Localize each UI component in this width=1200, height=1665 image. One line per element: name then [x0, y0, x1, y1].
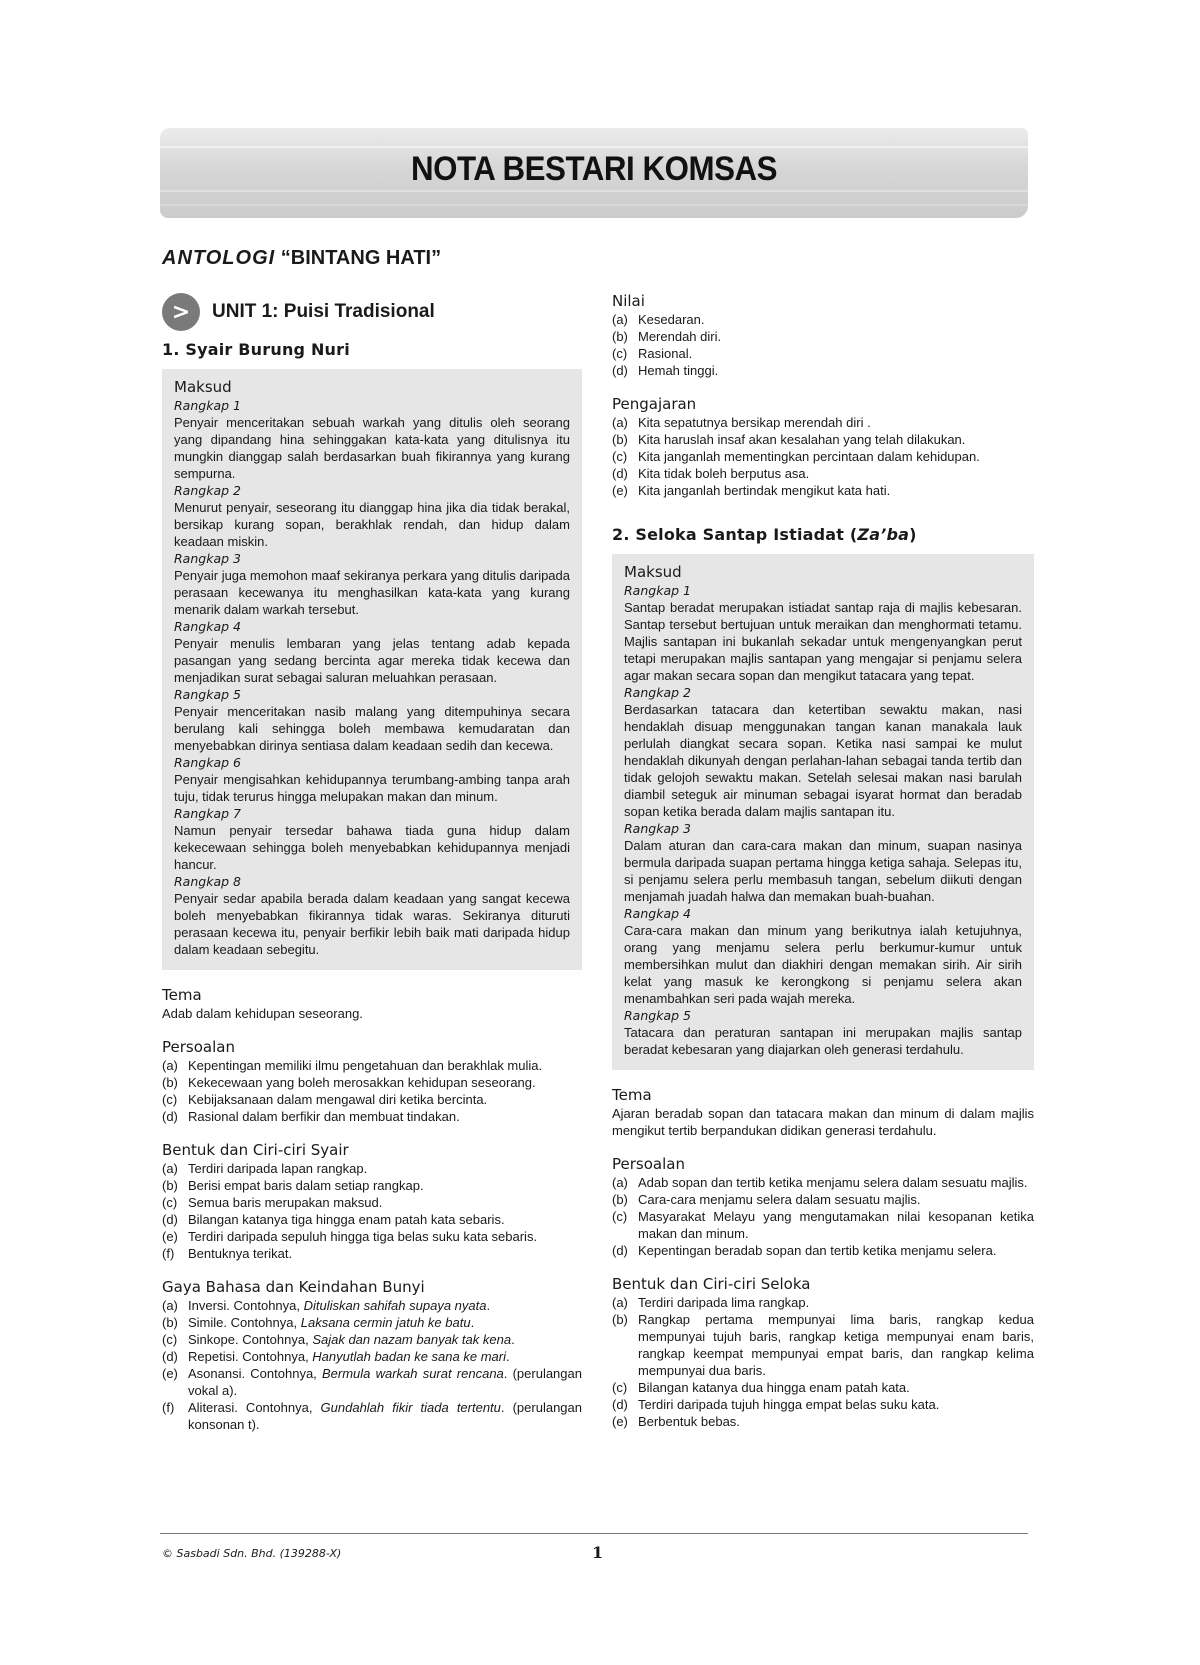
rangkap-7 [174, 805, 570, 873]
nilai-list [612, 311, 1034, 379]
title-banner [160, 128, 1028, 218]
list-item [162, 1160, 582, 1177]
item-marker: (a) [162, 1058, 178, 1073]
list-item [162, 1057, 582, 1074]
rangkap-2 [624, 684, 1022, 820]
item-marker: (c) [612, 1380, 628, 1395]
item-text [188, 1331, 582, 1348]
list-item [162, 1211, 582, 1228]
list-item [612, 465, 1034, 482]
rangkap-text: Santap beradat merupakan istiadat santap raja di majlis kebesaran. Santap tersebut bertujuan untuk meraikan dan menghormati tetamu. Majlis santapan ini bukanlah sekadar untuk mengenyangkan perut tetapi merupakan majlis santapan yang mengajar si penjamu selera agar makan secara sopan dan mengikut tatacara yang tepat. [624, 600, 1022, 683]
item-marker: (d) [612, 1397, 628, 1412]
item-marker: (b) [612, 1312, 628, 1327]
item-marker: (f) [162, 1246, 175, 1261]
item-marker: (b) [162, 1178, 178, 1193]
item-label: Simile. Contohnya, [188, 1315, 301, 1330]
pengajaran-list [612, 414, 1034, 499]
item-marker: (b) [612, 329, 628, 344]
rangkap-label: Rangkap 4 [624, 906, 691, 921]
item-text: Berbentuk bebas. [638, 1414, 740, 1429]
rangkap-label: Rangkap 3 [624, 821, 691, 836]
poem1-title: 1. Syair Burung Nuri [162, 340, 350, 359]
list-item [162, 1348, 582, 1365]
item-text: Terdiri daripada lima rangkap. [638, 1295, 810, 1310]
item-example: Hanyutlah badan ke sana ke mari [312, 1349, 506, 1364]
rangkap-label: Rangkap 6 [174, 755, 241, 770]
arrow-icon: > [162, 293, 200, 331]
item-text: Kekecewaan yang boleh merosakkan kehidupan seseorang. [188, 1075, 536, 1090]
list-item [612, 345, 1034, 362]
item-text: Hemah tinggi. [638, 363, 719, 378]
item-suffix: . [505, 1349, 510, 1364]
item-text: Semua baris merupakan maksud. [188, 1195, 383, 1210]
left-column [162, 292, 582, 1433]
list-item [162, 1399, 582, 1433]
poem2-title [612, 525, 1034, 544]
list-item [612, 362, 1034, 379]
list-item [162, 1194, 582, 1211]
bentuk-list [612, 1294, 1034, 1430]
item-text [188, 1297, 582, 1314]
rangkap-text: Cara-cara makan dan minum yang berikutnya ialah ketujuhnya, orang yang menjamu selera perlu berkumur-kumur untuk membersihkan mulut dan diakhiri dengan memakan sirih. Air sirih kelat yang masuk ke kerongkong si penjamu selera akan menambahkan seri pada wajah mereka. [624, 923, 1022, 1006]
poem2-title-author: Za’ba [857, 525, 910, 544]
tema-text: Adab dalam kehidupan seseorang. [162, 1006, 363, 1021]
copyright: © Sasbadi Sdn. Bhd. (139288-X) [162, 1547, 342, 1560]
rangkap-text: Namun penyair tersedar bahawa tiada guna hidup dalam kekecewaan sehingga boleh menyebabkan kehidupannya menjadi hancur. [174, 823, 570, 872]
tema-heading: Tema [612, 1086, 652, 1104]
rangkap-1 [174, 397, 570, 482]
list-item [612, 1242, 1034, 1259]
item-marker: (d) [612, 1243, 628, 1258]
list-item [612, 311, 1034, 328]
item-suffix: . [470, 1315, 475, 1330]
persoalan-heading: Persoalan [612, 1155, 685, 1173]
item-marker: (d) [162, 1109, 178, 1124]
bentuk-heading: Bentuk dan Ciri-ciri Seloka [612, 1275, 811, 1293]
rangkap-text: Dalam aturan dan cara-cara makan dan minum, suapan nasinya bermula daripada suapan pertama hingga ketiga sahaja. Selepas itu, si penjamu selera perlu membasuh tangan, sebelum diikuti dengan menjamah juadah halwa dan memakan buah-buahan. [624, 838, 1022, 904]
item-marker: (e) [612, 1414, 628, 1429]
list-item [612, 431, 1034, 448]
item-text: Cara-cara menjamu selera dalam sesuatu majlis. [638, 1192, 921, 1207]
item-text: Rasional dalam berfikir dan membuat tindakan. [188, 1109, 460, 1124]
rangkap-text: Berdasarkan tatacara dan ketertiban sewaktu makan, nasi hendaklah disuap menggunakan tangan kanan manakala lauk perlulah diangkat secara sopan. Ketika nasi sampai ke mulut hendaklah dikunyah dengan perlahan-lahan sebagai tanda tertib dan tidak gelojoh sewaktu makan. Setelah selesai makan nasi barulah diambil seteguk air minuman sebagai isyarat hormat dan beradab sopan ketika berada dalam majlis santapan itu. [624, 702, 1022, 819]
rangkap-label: Rangkap 5 [174, 687, 241, 702]
item-text: Bentuknya terikat. [188, 1246, 293, 1261]
item-marker: (b) [612, 432, 628, 447]
item-label: Sinkope. Contohnya, [188, 1332, 313, 1347]
list-item [612, 448, 1034, 465]
item-marker: (d) [612, 363, 628, 378]
rangkap-8 [174, 873, 570, 958]
item-marker: (f) [162, 1400, 175, 1415]
item-text: Kesedaran. [638, 312, 705, 327]
item-marker: (a) [612, 312, 628, 327]
footer-rule [160, 1533, 1028, 1534]
list-item [162, 1108, 582, 1125]
bentuk-list [162, 1160, 582, 1262]
item-example: Bermula warkah surat rencana [321, 1366, 504, 1381]
item-text: Kita sepatutnya bersikap merendah diri . [638, 415, 871, 430]
list-item [162, 1314, 582, 1331]
rangkap-label: Rangkap 8 [174, 874, 241, 889]
maksud-label: Maksud [624, 563, 682, 581]
item-text: Rangkap pertama mempunyai lima baris, rangkap kedua mempunyai tujuh baris, rangkap ketiga mempunyai enam baris, rangkap keempat mempunyai empat baris, dan rangkap kelima mempunyai dua baris. [638, 1312, 1034, 1378]
list-item [162, 1245, 582, 1262]
item-marker: (e) [162, 1366, 178, 1381]
item-marker: (c) [612, 1209, 628, 1224]
list-item [612, 1396, 1034, 1413]
item-text: Rasional. [638, 346, 693, 361]
list-item [162, 1365, 582, 1399]
item-example: Laksana cermin jatuh ke batu [300, 1315, 471, 1330]
rangkap-4 [624, 905, 1022, 1007]
rangkap-2 [174, 482, 570, 550]
item-example: Dituliskan sahifah supaya nyata [303, 1298, 487, 1313]
item-suffix: . (perulangan konsonan t). [188, 1400, 582, 1432]
rangkap-label: Rangkap 7 [174, 806, 241, 821]
item-marker: (c) [162, 1092, 178, 1107]
item-text: Terdiri daripada sepuluh hingga tiga belas suku kata sebaris. [188, 1229, 538, 1244]
item-text: Kita janganlah bertindak mengikut kata hati. [638, 483, 891, 498]
list-item [612, 1208, 1034, 1242]
item-suffix: . [511, 1332, 515, 1347]
list-item [612, 1174, 1034, 1191]
item-marker: (a) [162, 1298, 178, 1313]
item-marker: (a) [612, 1175, 628, 1190]
rangkap-3 [174, 550, 570, 618]
item-marker: (d) [612, 466, 628, 481]
page-number: 1 [592, 1543, 604, 1562]
item-text: Bilangan katanya tiga hingga enam patah kata sebaris. [188, 1212, 505, 1227]
list-item [162, 1074, 582, 1091]
item-example: Gundahlah fikir tiada tertentu [320, 1400, 501, 1415]
item-marker: (c) [612, 346, 628, 361]
list-item [162, 1331, 582, 1348]
list-item [162, 1297, 582, 1314]
rangkap-3 [624, 820, 1022, 905]
poem1-maksud-box [162, 369, 582, 970]
rangkap-text: Tatacara dan peraturan santapan ini merupakan majlis santap beradat kebesaran yang diajarkan oleh generasi terdahulu. [624, 1025, 1022, 1057]
item-marker: (b) [612, 1192, 628, 1207]
persoalan-heading: Persoalan [162, 1038, 235, 1056]
rangkap-text: Menurut penyair, seseorang itu dianggap hina jika dia tidak berakal, bersikap kurang sopan, berakhlak rendah, dan hidup dalam keadaan miskin. [174, 500, 570, 549]
item-marker: (c) [162, 1195, 178, 1210]
item-marker: (a) [612, 1295, 628, 1310]
rangkap-label: Rangkap 1 [174, 398, 241, 413]
item-text [188, 1365, 582, 1399]
item-text: Kita tidak boleh berputus asa. [638, 466, 810, 481]
item-text: Kepentingan beradab sopan dan tertib ketika menjamu selera. [638, 1243, 997, 1258]
list-item [612, 328, 1034, 345]
pengajaran-heading: Pengajaran [612, 395, 697, 413]
list-item [612, 1379, 1034, 1396]
item-label: Repetisi. Contohnya, [188, 1349, 313, 1364]
item-text [188, 1348, 582, 1365]
item-text: Adab sopan dan tertib ketika menjamu selera dalam sesuatu majlis. [638, 1175, 1028, 1190]
rangkap-text: Penyair menceritakan sebuah warkah yang ditulis oleh seorang yang dipandang hina sehinggakan kata-kata yang ditulisnya itu mungkin dianggap salah berdasarkan buah fikirannya yang kurang sempurna. [174, 415, 570, 481]
item-marker: (d) [162, 1349, 178, 1364]
list-item [612, 1191, 1034, 1208]
unit-title: UNIT 1: Puisi Tradisional [212, 301, 435, 322]
tema-text: Ajaran beradab sopan dan tatacara makan dan minum di dalam majlis mengikut tertib berpandukan didikan generasi terdahulu. [612, 1106, 1034, 1138]
list-item [162, 1228, 582, 1245]
anthology-tag: ANTOLOGI [162, 247, 276, 269]
item-text: Merendah diri. [638, 329, 722, 344]
rangkap-label: Rangkap 3 [174, 551, 241, 566]
rangkap-label: Rangkap 2 [174, 483, 241, 498]
item-suffix: . (perulangan vokal a). [188, 1366, 582, 1398]
nilai-heading: Nilai [612, 292, 645, 310]
list-item [612, 1413, 1034, 1430]
item-text: Masyarakat Melayu yang mengutamakan nilai kesopanan ketika makan dan minum. [638, 1209, 1034, 1241]
rangkap-label: Rangkap 1 [624, 583, 691, 598]
maksud-label: Maksud [174, 378, 232, 396]
item-marker: (d) [162, 1212, 178, 1227]
list-item [612, 414, 1034, 431]
bentuk-heading: Bentuk dan Ciri-ciri Syair [162, 1141, 349, 1159]
rangkap-1 [624, 582, 1022, 684]
item-marker: (a) [162, 1161, 178, 1176]
rangkap-text: Penyair menulis lembaran yang jelas tentang adab kepada pasangan yang sedang bercinta agar mereka tidak kecewa dan menjadikan surat sebagai saluran meluahkan perasaan. [174, 636, 570, 685]
list-item [162, 1177, 582, 1194]
item-marker: (b) [162, 1315, 178, 1330]
persoalan-list [162, 1057, 582, 1125]
rangkap-text: Penyair sedar apabila berada dalam keadaan yang sangat kecewa boleh menyebabkan fikirannya tidak waras. Sekiranya dituruti perasaan kecewa itu, penyair berfikir lebih baik mati daripada hidup dalam keadaan sebegitu. [174, 891, 570, 957]
rangkap-6 [174, 754, 570, 805]
unit-heading [162, 292, 582, 332]
rangkap-text: Penyair menceritakan nasib malang yang ditempuhinya secara berulang kali sehingga boleh membawa kemudaratan dan menyebabkan dirinya sentiasa dalam keadaan sedih dan kecewa. [174, 704, 570, 753]
item-marker: (c) [162, 1332, 178, 1347]
rangkap-text: Penyair mengisahkan kehidupannya terumbang-ambing tanpa arah tuju, tidak terurus hingga melupakan makan dan minum. [174, 772, 570, 804]
item-label: Aliterasi. Contohnya, [188, 1400, 321, 1415]
item-text: Terdiri daripada lapan rangkap. [188, 1161, 368, 1176]
poem2-title-text: 2. Seloka Santap Istiadat ( [612, 525, 858, 544]
anthology-name: “BINTANG HATI” [280, 247, 442, 269]
rangkap-label: Rangkap 5 [624, 1008, 691, 1023]
tema-heading: Tema [162, 986, 202, 1004]
item-text: Kita haruslah insaf akan kesalahan yang telah dilakukan. [638, 432, 966, 447]
item-marker: (a) [612, 415, 628, 430]
item-marker: (c) [612, 449, 628, 464]
anthology-heading [162, 247, 441, 270]
list-item [612, 1311, 1034, 1379]
rangkap-4 [174, 618, 570, 686]
item-text: Bilangan katanya dua hingga enam patah kata. [638, 1380, 910, 1395]
item-label: Inversi. Contohnya, [188, 1298, 304, 1313]
poem2-maksud-box [612, 554, 1034, 1070]
item-text: Berisi empat baris dalam setiap rangkap. [188, 1178, 424, 1193]
gaya-heading: Gaya Bahasa dan Keindahan Bunyi [162, 1278, 425, 1296]
persoalan-list [612, 1174, 1034, 1259]
list-item [612, 1294, 1034, 1311]
list-item [612, 482, 1034, 499]
right-column [612, 292, 1034, 1430]
item-suffix: . [486, 1298, 491, 1313]
list-item [162, 1091, 582, 1108]
item-text: Kebijaksanaan dalam mengawal diri ketika bercinta. [188, 1092, 488, 1107]
item-label: Asonansi. Contohnya, [188, 1366, 322, 1381]
gaya-list [162, 1297, 582, 1433]
item-text: Kepentingan memiliki ilmu pengetahuan dan berakhlak mulia. [188, 1058, 543, 1073]
item-text [188, 1399, 582, 1433]
rangkap-5 [174, 686, 570, 754]
page-title: NOTA BESTARI KOMSAS [410, 150, 778, 188]
rangkap-5 [624, 1007, 1022, 1058]
rangkap-label: Rangkap 2 [624, 685, 691, 700]
item-marker: (e) [162, 1229, 178, 1244]
poem2-title-end: ) [909, 525, 917, 544]
rangkap-text: Penyair juga memohon maaf sekiranya perkara yang ditulis daripada perasaan kecewanya itu menghasilkan kata-kata yang kurang menarik dalam warkah tersebut. [174, 568, 570, 617]
item-marker: (b) [162, 1075, 178, 1090]
rangkap-label: Rangkap 4 [174, 619, 241, 634]
item-marker: (e) [612, 483, 628, 498]
item-example: Sajak dan nazam banyak tak kena [312, 1332, 512, 1347]
item-text: Kita janganlah mementingkan percintaan dalam kehidupan. [638, 449, 980, 464]
item-text: Terdiri daripada tujuh hingga empat belas suku kata. [638, 1397, 940, 1412]
item-text [188, 1314, 582, 1331]
